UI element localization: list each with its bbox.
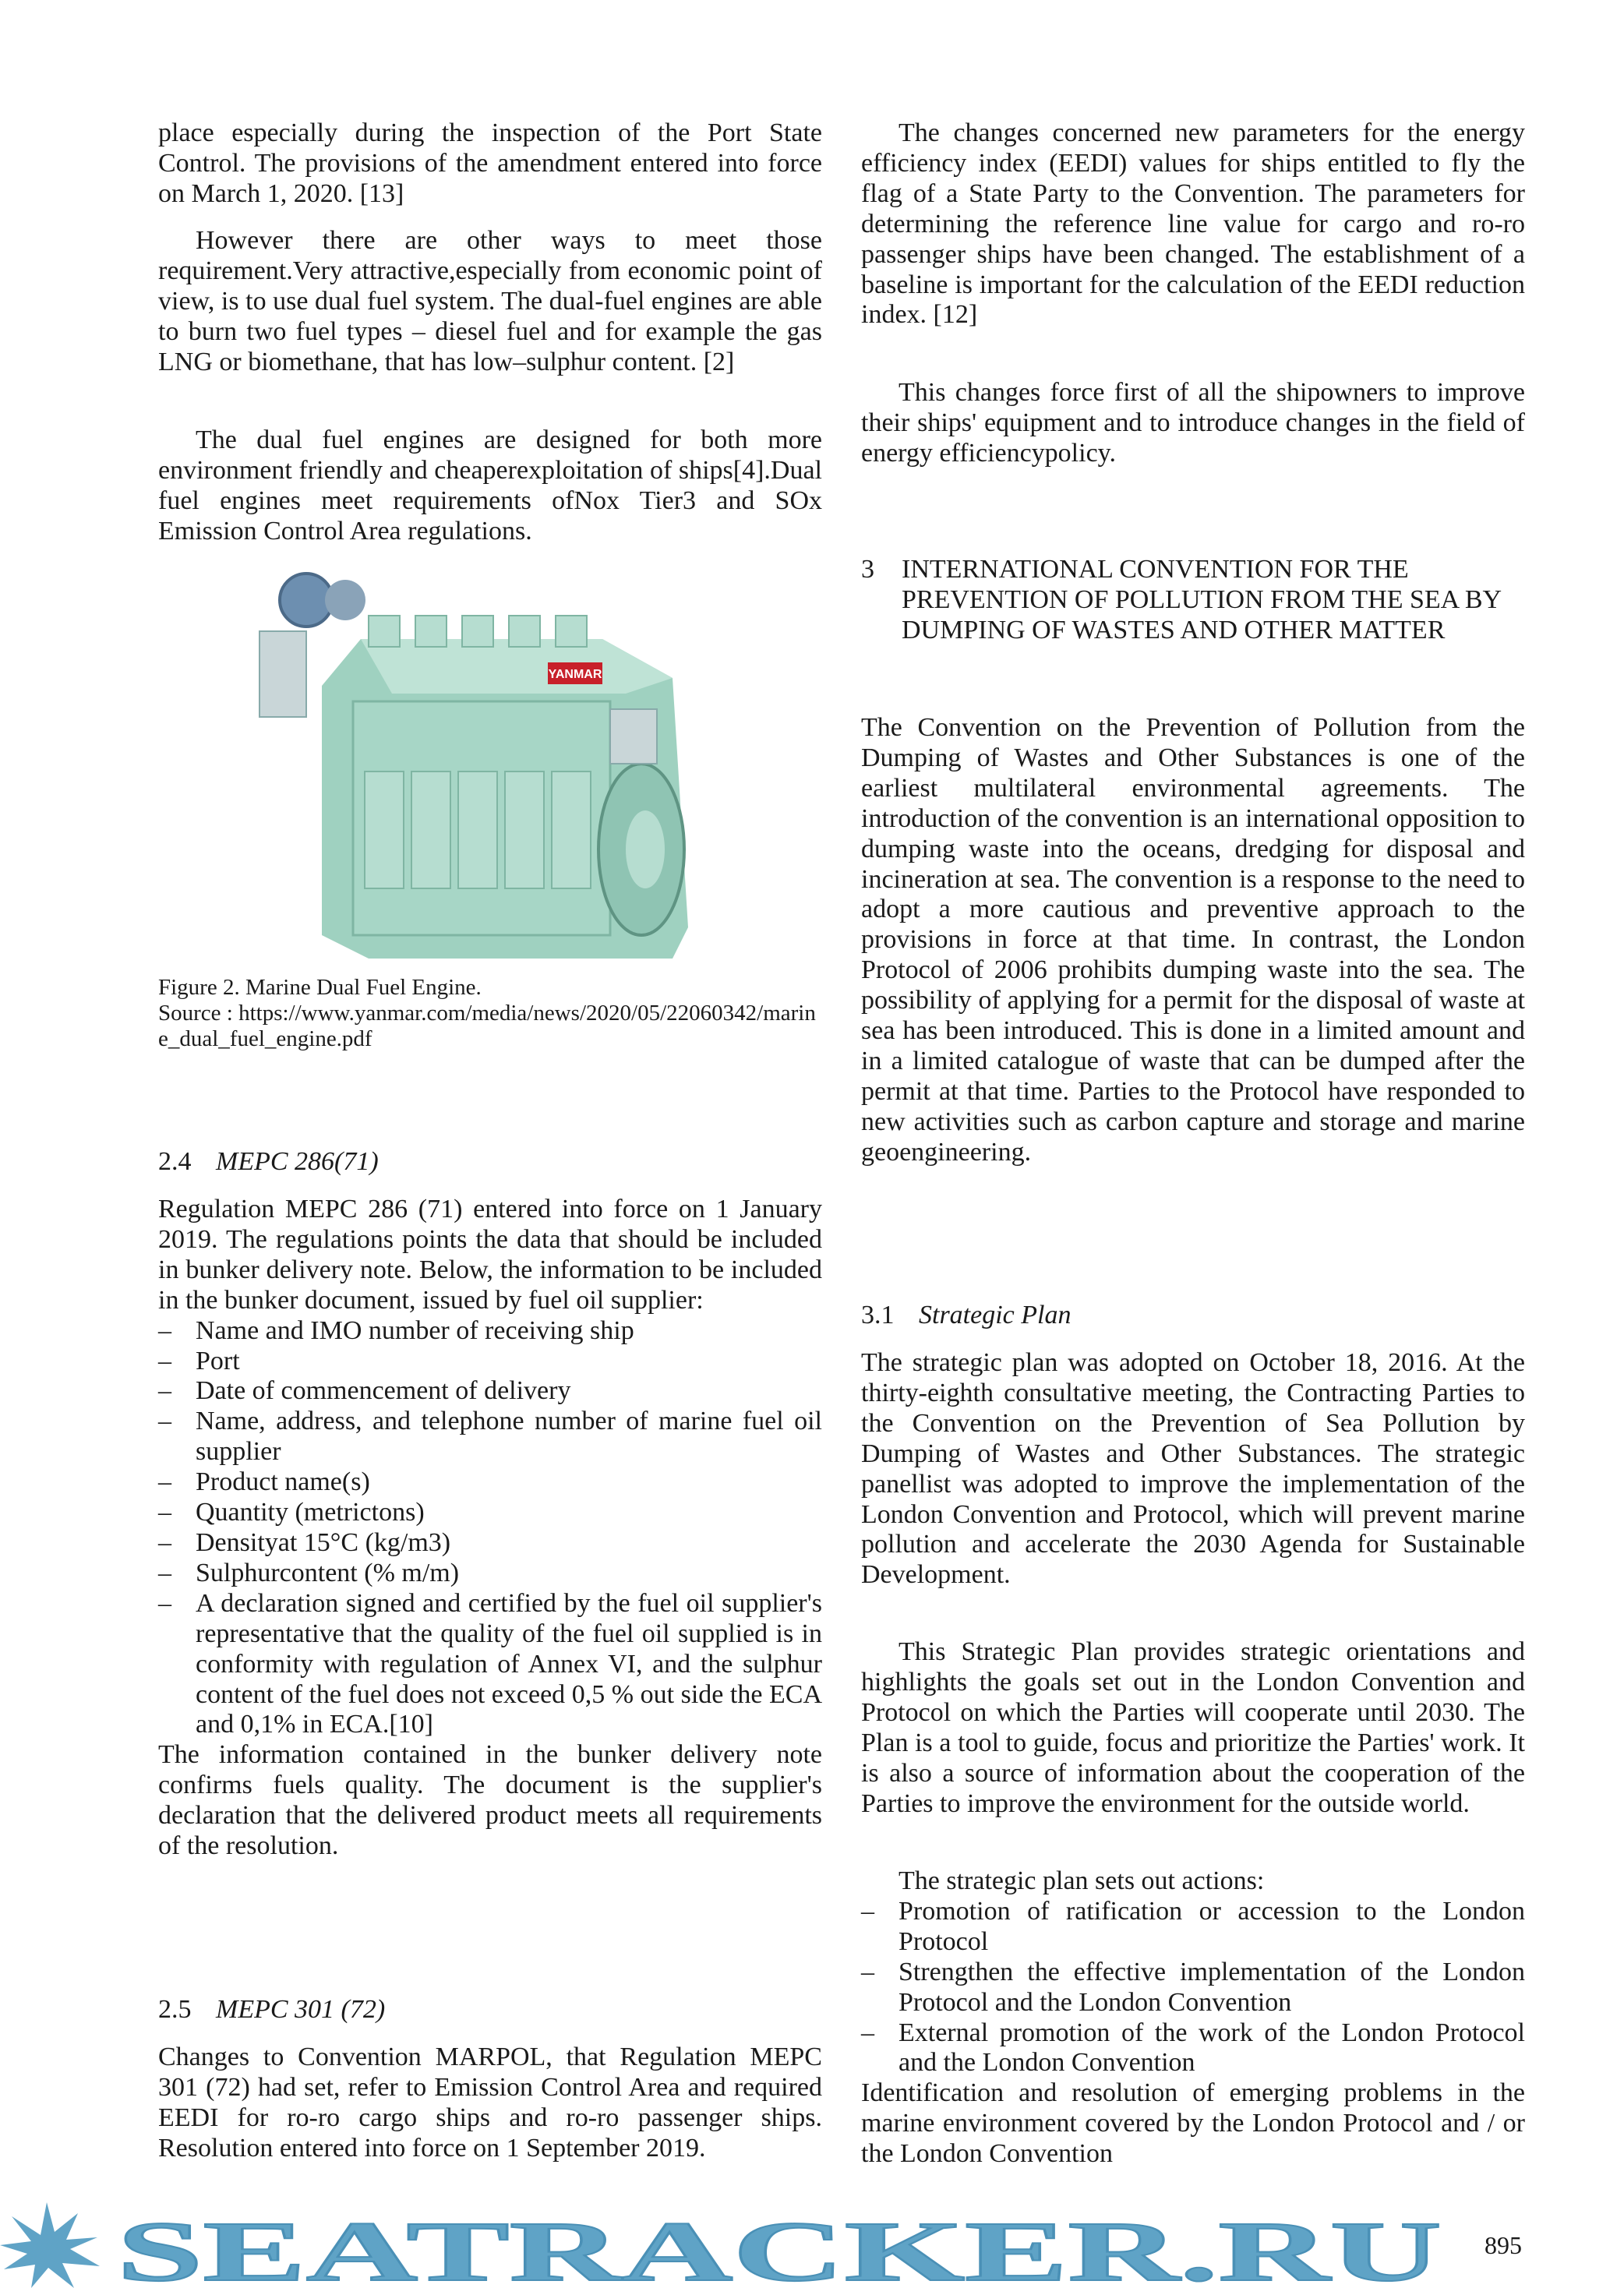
list-item: – Name, address, and telephone number of marine fuel oil supplier [158,1407,822,1467]
paragraph: place especially during the inspection of the Port State Control. The provisions of the amendment entered into force on March 1, 2020. [13] [158,118,822,208]
list-item: – Sulphurcontent (% m/m) [158,1558,460,1587]
section-number: 3.1 [861,1301,895,1329]
section-heading-3-1 [861,1301,1525,1331]
paragraph: The strategic plan was adopted on October 18, 2016. At the thirty-eighth consultative meeting, the Contracting Parties to the Convention on the Prevention of Sea Pollution by Dumping of Wastes and Other Substances. The strategic panellist was adopted to improve the implementation of the London Convention and Protocol, which will prevent marine pollution and accelerate the 2030 Agenda for Sustainable Development. [861,1348,1525,1590]
list-item: – Promotion of ratification or accession to the London Protocol [861,1896,1525,1956]
paragraph: The changes concerned new parameters for the energy efficiency index (EEDI) values for ships entitled to fly the flag of a State Party to the Convention. The parameters for determining the reference line value for cargo and ro-ro passenger ships have been changed. The establishment of a baseline is important for the calculation of the EEDI reduction index. [12] [861,118,1525,330]
star-logo-icon [0,2202,100,2288]
paragraph: Changes to Convention MARPOL, that Regulation MEPC 301 (72) had set, refer to Emission Control Area and required EEDI for ro-ro cargo ships and ro-ro passenger ships. Resolution entered into force on 1 September 2019. [158,2043,822,2163]
seatracker-watermark [0,2202,1465,2288]
svg-text:SEATRACKER.RU: SEATRACKER.RU [117,2204,1442,2288]
list-item: – Quantity (metrictons) [158,1498,425,1527]
section-heading-3 [861,555,1525,646]
list-item: – A declaration signed and certified by the fuel oil supplier's representative that the quality of the fuel oil supplied is in conformity with regulation of Annex VI, and the sulphur content of the fuel does not exceed 0,5 % out side the ECA and 0,1% in ECA.[10] [158,1588,822,1739]
section-number: 2.4 [158,1147,192,1176]
section-title: INTERNATIONAL CONVENTION FOR THE PREVENTION OF POLLUTION FROM THE SEA BY DUMPING OF WASTES AND OTHER MATTER [902,555,1501,644]
list-item: – External promotion of the work of the London Protocol and the London Convention [861,2018,1525,2078]
actions-list-block [861,1866,1525,2170]
section-heading-2-4 [158,1147,822,1178]
paragraph: This changes force first of all the shipowners to improve their ships' equipment and to introduce changes in the field of energy efficiencypolicy. [861,378,1525,468]
paragraph: The Convention on the Prevention of Pollution from the Dumping of Wastes and Other Substances is one of the earliest multilateral environmental agreements. The introduction of the convention is an international opposition to dumping waste into the oceans, dredging for disposal and incineration at sea. The convention is a response to the need to adopt a more cautious and preventive approach to the provisions in force at that time. In contrast, the London Protocol of 2006 prohibits dumping waste into the sea. The possibility of applying for a permit for the disposal of waste at sea has been introduced. This is done in a limited amount and in a limited catalogue of waste that can be dumped after the permit at that time. Parties to the Protocol have responded to new activities such as carbon capture and storage and marine geoengineering. [861,713,1525,1167]
list-item: – Date of commencement of delivery [158,1376,571,1406]
page-number: 895 [1485,2231,1522,2259]
paragraph: This Strategic Plan provides strategic orientations and highlights the goals set out in the London Convention and Protocol on which the Parties will cooperate until 2030. The Plan is a tool to guide, focus and prioritize the Parties' work. It is also a source of information about the cooperation of the Parties to improve the environment for the outside world. [861,1637,1525,1818]
figure-caption [158,975,822,1052]
figure-title: Figure 2. Marine Dual Fuel Engine. [158,975,482,1000]
figure-source: Source : https://www.yanmar.com/media/news/2020/05/22060342/marine_dual_fuel_engine.pdf [158,1001,816,1051]
section-title: Strategic Plan [919,1301,1071,1329]
list-item: – Strengthen the effective implementation of the London Protocol and the London Convention [861,1957,1525,2017]
list-item: – Name and IMO number of receiving ship [158,1315,634,1345]
section-title: MEPC 286(71) [216,1147,379,1176]
section-2-4-body [158,1195,822,1862]
paragraph: The information contained in the bunker delivery note confirms fuels quality. The document is the supplier's declaration that the delivered product meets all requirements of the resolution. [158,1740,822,1861]
engine-figure-image [236,569,696,960]
section-number: 3 [861,555,874,584]
paragraph: Regulation MEPC 286 (71) entered into force on 1 January 2019. The regulations points the data that should be included in bunker delivery note. Below, the information to be included in the bunker document, issued by fuel oil supplier: [158,1195,822,1315]
section-title: MEPC 301 (72) [216,1995,386,2024]
list-item: – Port [158,1346,240,1375]
list-item: – Densityat 15°C (kg/m3) [158,1527,451,1557]
paragraph: The strategic plan sets out actions: [898,1866,1265,1895]
svg-text:YANMAR: YANMAR [548,668,602,681]
section-number: 2.5 [158,1995,192,2024]
list-item: – Product name(s) [158,1467,370,1497]
paragraph: However there are other ways to meet those requirement.Very attractive,especially from economic point of view, is to use dual fuel system. The dual-fuel engines are able to burn two fuel types – diesel fuel and for example the gas LNG or biomethane, that has low–sulphur content. [2] [158,226,822,376]
section-heading-2-5 [158,1995,822,2025]
paragraph: The dual fuel engines are designed for both more environment friendly and cheaperexploitation of ships[4].Dual fuel engines meet requirements ofNox Tier3 and SOx Emission Control Area regulations. [158,425,822,546]
paragraph: Identification and resolution of emerging problems in the marine environment covered by the London Protocol and / or the London Convention [861,2078,1525,2169]
